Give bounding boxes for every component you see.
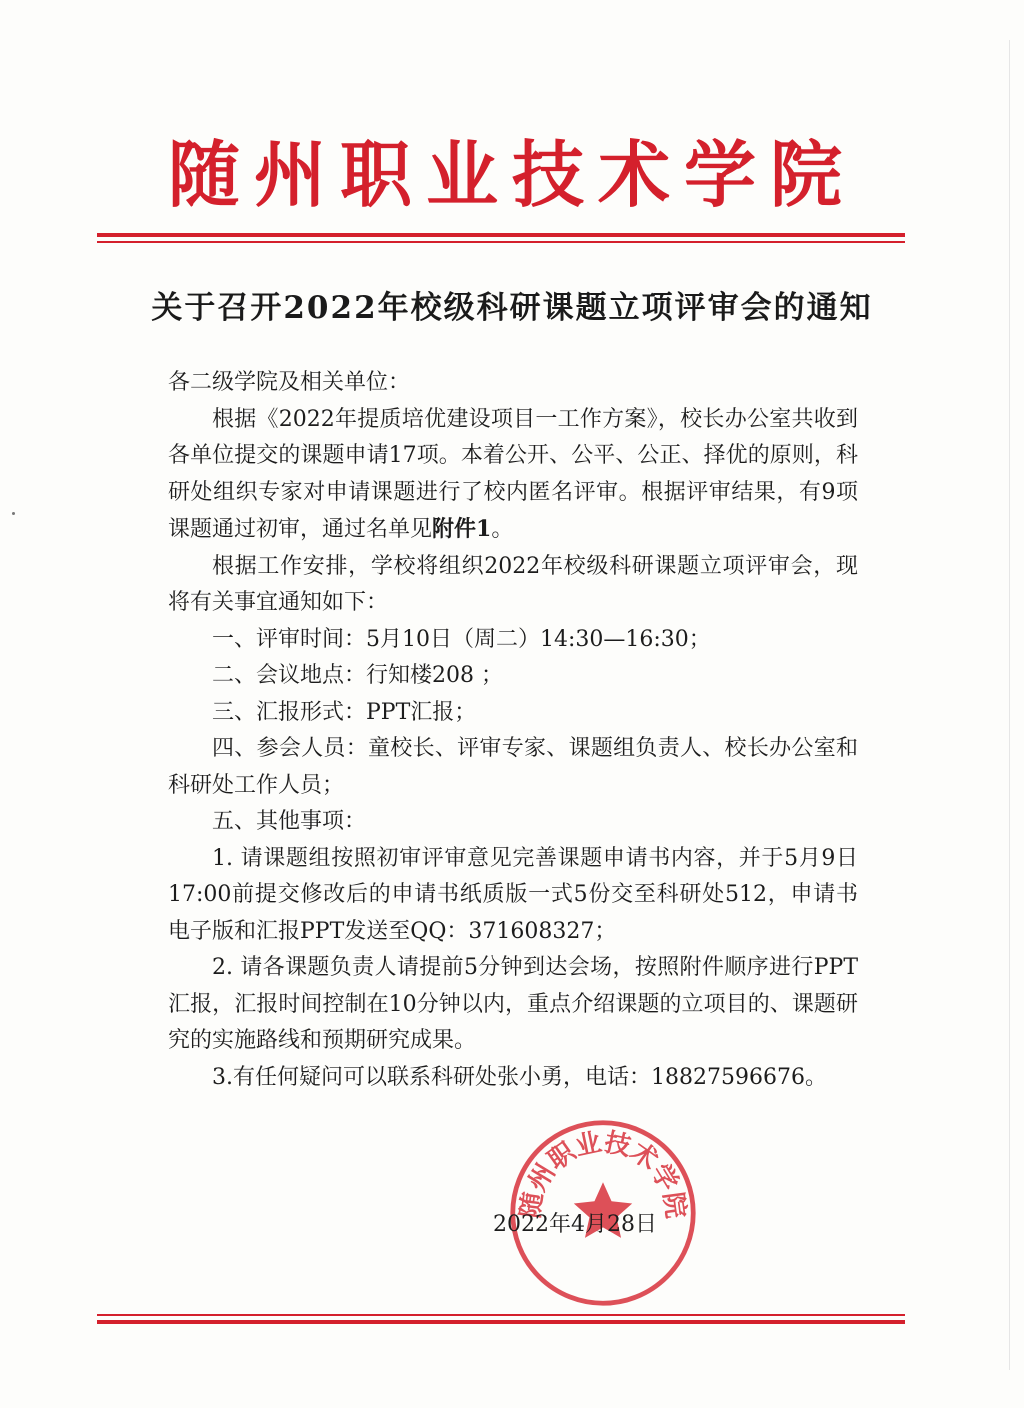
institution-masthead: 随州职业技术学院 [167, 132, 856, 217]
paragraph-review-text: 根据《2022年提质培优建设项目一工作方案》，校长办公室共收到各单位提交的课题申请17项。本着公开、公平、公正、择优的原则，科研处组织专家对申请课题进行了校内匿名评审。根据评审结果，有9项课题通过初审，通过名单见 [168, 406, 858, 542]
paragraph-end-mark: 。 [491, 517, 514, 542]
header-rule-thin [97, 241, 905, 243]
scan-edge-line [1009, 40, 1010, 1370]
item-meeting-location: 二、会议地点：行知楼208 ； [212, 663, 503, 688]
header-rule-thick [97, 233, 905, 237]
footer-rule-thick [97, 1320, 905, 1324]
sub-item-contact: 3.有任何疑问可以联系科研处张小勇，电话：18827596676。 [212, 1064, 827, 1090]
signature-date: 2022年4月28日 [493, 1212, 657, 1237]
salutation: 各二级学院及相关单位： [168, 370, 411, 395]
sub-item-submission: 1. 请课题组按照初审评审意见完善课题申请书内容，并于5月9日17:00前提交修改后的申请书纸质版一式5份交至科研处512，申请书电子版和汇报PPT发送至QQ：371608327； [168, 845, 858, 944]
notice-body [168, 365, 858, 1096]
scan-speck [12, 512, 15, 515]
seal-text: 随州职业技术学院 [515, 1127, 691, 1221]
sub-item-presentation: 2. 请各课题负责人请提前5分钟到达会场，按照附件顺序进行PPT汇报，汇报时间控制在10分钟以内，重点介绍课题的立项目的、课题研究的实施路线和预期研究成果。 [168, 955, 858, 1053]
item-attendees: 四、参会人员：童校长、评审专家、课题组负责人、校长办公室和科研处工作人员； [168, 736, 858, 798]
footer-rule-thin [97, 1314, 905, 1316]
item-review-time: 一、评审时间：5月10日（周二）14:30—16:30； [212, 626, 711, 652]
paragraph-arrangement: 根据工作安排，学校将组织2022年校级科研课题立项评审会，现将有关事宜通知如下： [168, 553, 858, 615]
paragraph-review-results [168, 402, 858, 549]
item-report-format: 三、汇报形式：PPT汇报； [212, 699, 477, 725]
item-other-matters: 五、其他事项： [212, 809, 367, 834]
notice-title: 关于召开2022年校级科研课题立项评审会的通知 [151, 290, 873, 326]
attachment-reference: 附件1 [432, 516, 492, 542]
